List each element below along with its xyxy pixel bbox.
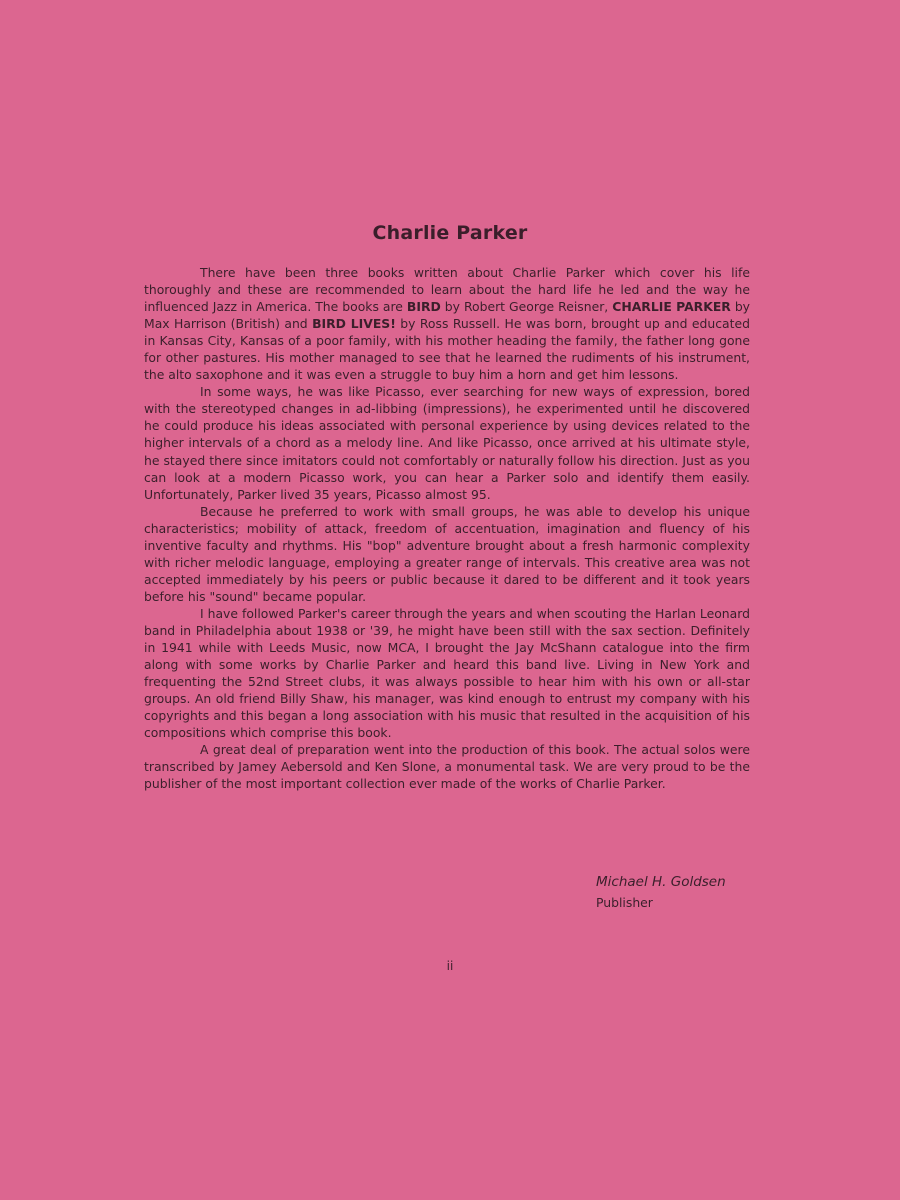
paragraph-text: A great deal of preparation went into the production of this book. The actual solos were transcribed by Jamey Aebersold and Ken Slone, a monumental task. We are very proud to be the publisher of the most important collection ever made of the works of Charlie Parker. bbox=[144, 742, 750, 792]
paragraph-1 bbox=[144, 264, 750, 383]
paragraph-2 bbox=[144, 383, 750, 502]
paragraph-3 bbox=[144, 503, 750, 605]
paragraph-text: I have followed Parker's career through the years and when scouting the Harlan Leonard band in Philadelphia about 1938 or '39, he might have been still with the sax section. Definitely in 1941 while with Leeds Music, now MCA, I brought the Jay McShann catalogue into the firm along with some works by Charlie Parker and heard this band live. Living in New York and frequenting the 52nd Street clubs, it was always possible to hear him with his own or all-star groups. An old friend Billy Shaw, his manager, was kind enough to entrust my company with his copyrights and this began a long association with his music that resulted in the acquisition of his compositions which comprise this book. bbox=[144, 605, 750, 741]
book-title-charlie-parker: CHARLIE PARKER bbox=[612, 299, 731, 315]
paragraph-text: In some ways, he was like Picasso, ever searching for new ways of expression, bored with the stereotyped changes in ad-libbing (impressions), he experimented until he discovered he could produce his ideas associated with personal experience by using devices related to the higher intervals of a chord as a melody line. And like Picasso, once arrived at his ultimate style, he stayed there since imitators could not comfortably or naturally follow his direction. Just as you can look at a modern Picasso work, you can hear a Parker solo and identify them easily. Unfortunately, Parker lived 35 years, Picasso almost 95. bbox=[144, 384, 750, 502]
paragraph-text: by Ross Russell. He was born, brought up and educated in Kansas City, Kansas of a poor family, with his mother heading the family, the father long gone for other pastures. His mother managed to see that he learned the rudiments of his instrument, the alto saxophone and it was even a struggle to buy him a horn and get him lessons. bbox=[144, 316, 750, 383]
paragraph-4 bbox=[144, 605, 750, 741]
article-body bbox=[144, 264, 750, 792]
book-title-bird: BIRD bbox=[406, 299, 441, 315]
page-number: ii bbox=[446, 959, 454, 973]
paragraph-5 bbox=[144, 741, 750, 792]
paragraph-text: by Max Harrison (British) and bbox=[144, 299, 751, 332]
paragraph-text: by Robert George Reisner, bbox=[440, 299, 613, 315]
signature-name: Michael H. Goldsen bbox=[596, 874, 726, 890]
paragraph-text: There have been three books written about Charlie Parker which cover his life thoroughly and these are recommended to learn about the hard life he led and the way he influenced Jazz in America. The books are bbox=[144, 265, 750, 315]
paragraph-text: Because he preferred to work with small groups, he was able to develop his unique characteristics; mobility of attack, freedom of accentuation, imagination and fluency of his inventive faculty and rhythms. His "bop" adventure brought about a fresh harmonic complexity with richer melodic language, employing a greater range of intervals. This creative area was not accepted immediately by his peers or public because it dared to be different and it took years before his "sound" became popular. bbox=[144, 503, 750, 604]
page-title: Charlie Parker bbox=[372, 222, 528, 244]
book-title-bird-lives: BIRD LIVES! bbox=[312, 316, 396, 332]
signature-role: Publisher bbox=[596, 895, 653, 910]
